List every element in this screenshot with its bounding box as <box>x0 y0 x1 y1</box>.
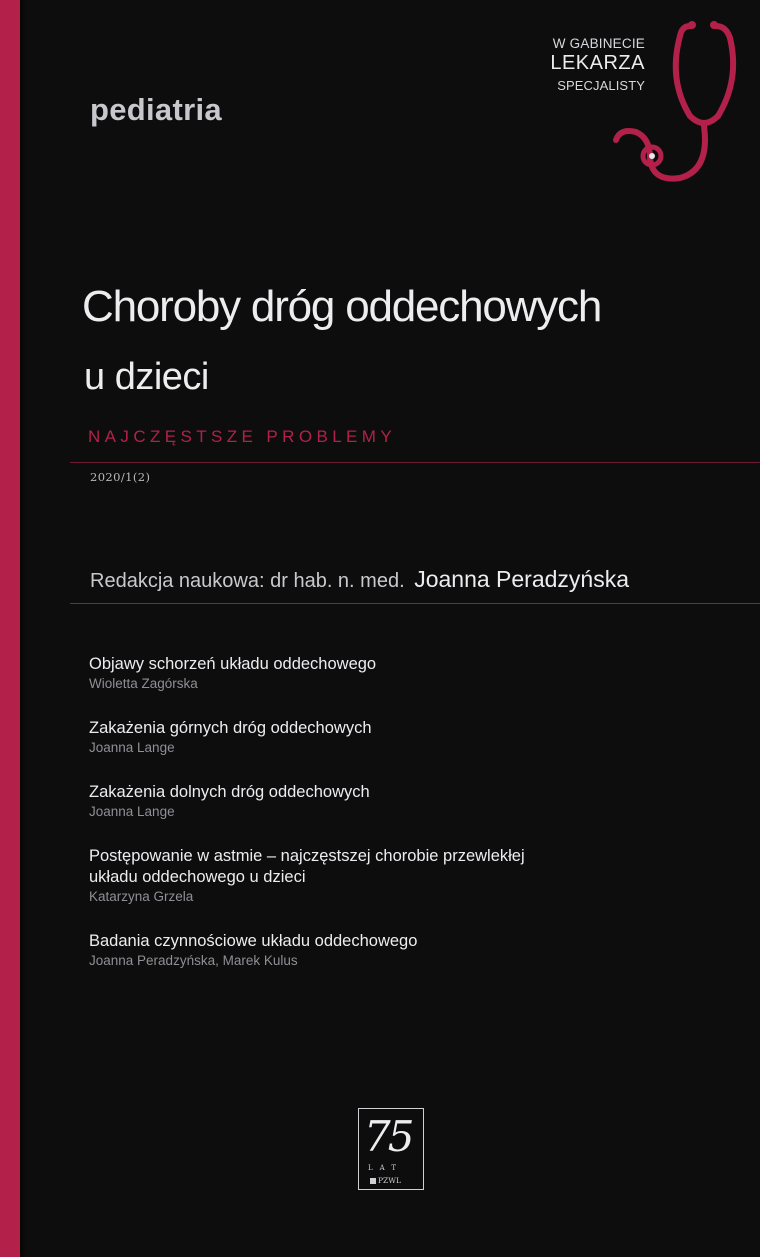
spine-stripe <box>0 0 20 1257</box>
logo-lat: LAT <box>368 1164 403 1172</box>
toc-title: Postępowanie w astmie – najczęstszej chorobie przewlekłej układu oddechowego u dzieci <box>89 847 525 886</box>
toc-item <box>89 931 689 969</box>
toc-title: Zakażenia górnych dróg oddechowych <box>89 719 372 737</box>
book-title: Choroby dróg oddechowych <box>82 282 602 331</box>
logo-publisher: PZWL <box>370 1176 401 1185</box>
spine-shadow <box>20 0 26 1257</box>
book-tagline: NAJCZĘSTSZE PROBLEMY <box>88 427 397 446</box>
series-label: pediatria <box>90 92 222 127</box>
publisher-logo <box>358 1108 428 1198</box>
editor-name: Joanna Peradzyńska <box>414 566 630 592</box>
toc-title: Zakażenia dolnych dróg oddechowych <box>89 783 370 801</box>
issue-number: 2020/1(2) <box>90 470 151 484</box>
badge-line-3: SPECJALISTY <box>557 78 645 93</box>
series-badge <box>540 20 750 190</box>
book-subtitle: u dzieci <box>84 356 209 398</box>
divider <box>70 462 760 463</box>
badge-line-2: LEKARZA <box>550 52 645 74</box>
toc-item <box>89 846 549 905</box>
toc-author: Katarzyna Grzela <box>89 889 194 904</box>
editor-line <box>90 566 629 593</box>
divider <box>70 603 760 604</box>
editor-label: Redakcja naukowa: dr hab. n. med. <box>90 570 405 592</box>
toc-author: Wioletta Zagórska <box>89 676 198 691</box>
logo-number: 75 <box>364 1112 412 1161</box>
toc-item <box>89 782 689 820</box>
toc-author: Joanna Lange <box>89 804 175 819</box>
toc-title: Objawy schorzeń układu oddechowego <box>89 655 377 673</box>
toc-author: Joanna Peradzyńska, Marek Kulus <box>89 953 298 968</box>
toc-author: Joanna Lange <box>89 740 175 755</box>
toc-item <box>89 654 689 692</box>
badge-line-1: W GABINECIE <box>552 36 645 51</box>
toc-item <box>89 718 689 756</box>
toc-title: Badania czynnościowe układu oddechowego <box>89 932 418 950</box>
